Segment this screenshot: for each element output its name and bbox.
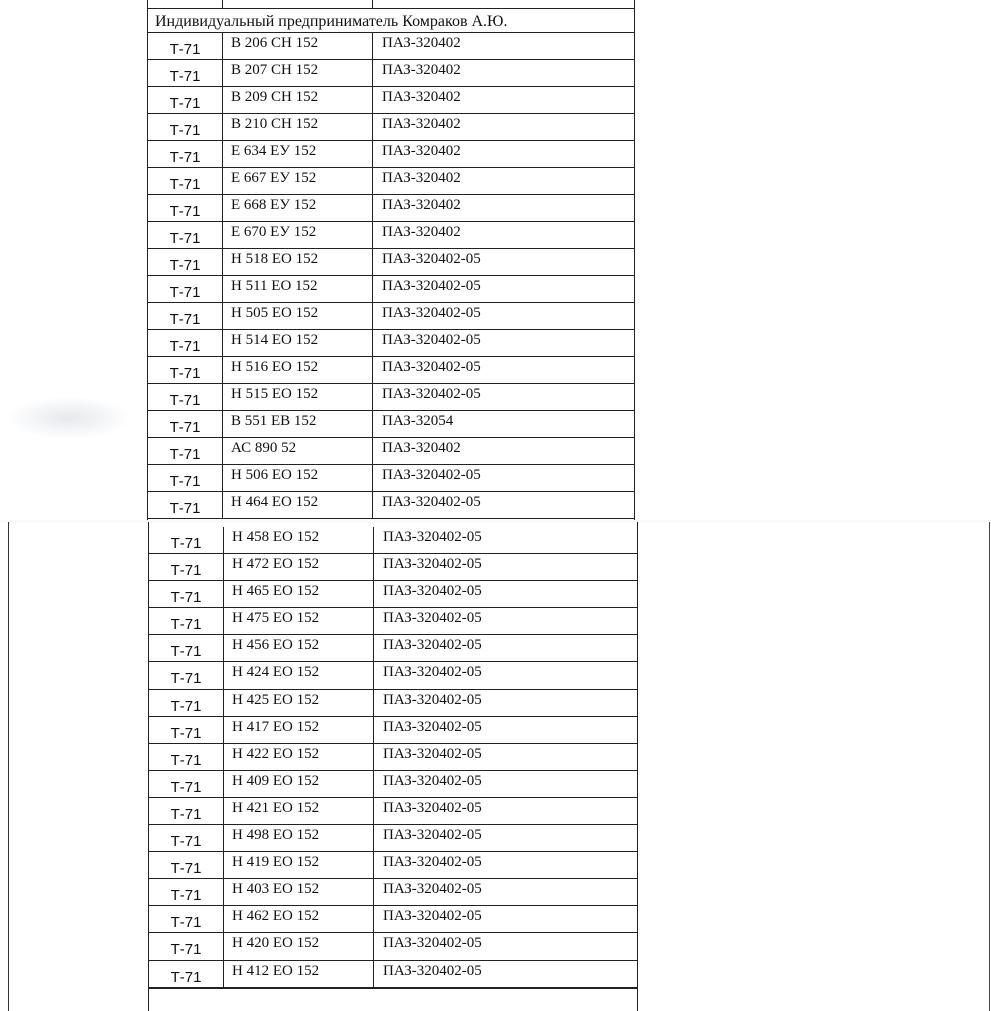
bus-model-cell: ПАЗ-320402-05 bbox=[383, 827, 482, 844]
route-code-cell: Т-71 bbox=[149, 690, 224, 716]
bus-model-cell: ПАЗ-320402 bbox=[382, 35, 461, 51]
bus-model-cell: ПАЗ-320402-05 bbox=[383, 691, 482, 708]
bus-model-cell: ПАЗ-320402-05 bbox=[382, 305, 481, 321]
route-code-cell: Т-71 bbox=[148, 330, 223, 356]
bus-model-cell: ПАЗ-320402 bbox=[382, 170, 461, 186]
bus-model-cell: ПАЗ-320402-05 bbox=[383, 772, 482, 789]
table-row bbox=[149, 554, 637, 581]
column-divider-stub bbox=[372, 0, 373, 8]
table-row bbox=[149, 717, 637, 744]
route-code-cell: Т-71 bbox=[149, 771, 224, 797]
route-code-cell: Т-71 bbox=[149, 717, 224, 743]
bus-model-cell: ПАЗ-320402 bbox=[382, 224, 461, 240]
table-row bbox=[149, 690, 637, 717]
bus-model-cell: ПАЗ-320402-05 bbox=[383, 908, 482, 925]
route-code-cell: Т-71 bbox=[149, 527, 224, 553]
route-code-cell: Т-71 bbox=[148, 411, 223, 437]
plate-number-cell: Е 634 ЕУ 152 bbox=[223, 141, 373, 167]
table-rows-bottom bbox=[149, 522, 637, 988]
table-bottom-stub bbox=[149, 988, 637, 1008]
table-section-bottom bbox=[148, 522, 638, 1011]
route-code-cell: Т-71 bbox=[149, 635, 224, 661]
plate-number-cell: Н 514 ЕО 152 bbox=[223, 330, 373, 356]
bus-model-cell: ПАЗ-320402 bbox=[382, 62, 461, 78]
bus-model-cell: ПАЗ-320402-05 bbox=[383, 529, 482, 545]
table-row bbox=[149, 933, 637, 960]
plate-number-cell: Н 412 ЕО 152 bbox=[224, 961, 374, 987]
plate-number-cell: Н 422 ЕО 152 bbox=[224, 744, 374, 770]
table-row bbox=[149, 852, 637, 879]
table-row bbox=[148, 492, 634, 519]
route-code-cell: Т-71 bbox=[149, 581, 224, 607]
plate-number-cell: В 206 СН 152 bbox=[223, 33, 373, 59]
plate-number-cell: Н 458 ЕО 152 bbox=[224, 527, 374, 553]
route-code-cell: Т-71 bbox=[149, 798, 224, 824]
route-code-cell: Т-71 bbox=[149, 662, 224, 688]
bus-model-cell: ПАЗ-320402-05 bbox=[382, 359, 481, 375]
bus-model-cell: ПАЗ-320402-05 bbox=[383, 718, 482, 735]
bus-model-cell: ПАЗ-320402 bbox=[382, 89, 461, 105]
owner-header: Индивидуальный предприниматель Комраков А.Ю. bbox=[148, 8, 634, 33]
route-code-cell: Т-71 bbox=[149, 906, 224, 932]
bus-model-cell: ПАЗ-320402-05 bbox=[382, 494, 481, 510]
table-row bbox=[148, 357, 634, 384]
bus-model-cell: ПАЗ-320402-05 bbox=[382, 278, 481, 294]
bus-model-cell: ПАЗ-320402 bbox=[382, 143, 461, 159]
page-edge-right bbox=[989, 522, 990, 1011]
table-row bbox=[149, 961, 637, 988]
plate-number-cell: Н 516 ЕО 152 bbox=[223, 357, 373, 383]
bus-model-cell: ПАЗ-320402-05 bbox=[383, 881, 482, 898]
table-row bbox=[149, 662, 637, 689]
table-row bbox=[149, 825, 637, 852]
table-row bbox=[148, 465, 634, 492]
route-code-cell: Т-71 bbox=[148, 60, 223, 86]
plate-number-cell: Н 475 ЕО 152 bbox=[224, 608, 374, 634]
route-code-cell: Т-71 bbox=[149, 554, 224, 580]
route-code-cell: Т-71 bbox=[148, 249, 223, 275]
bus-model-cell: ПАЗ-320402-05 bbox=[382, 386, 481, 402]
route-code-cell: Т-71 bbox=[149, 825, 224, 851]
plate-number-cell: Н 409 ЕО 152 bbox=[224, 771, 374, 797]
plate-number-cell: Н 506 ЕО 152 bbox=[223, 465, 373, 491]
plate-number-cell: Н 421 ЕО 152 bbox=[224, 798, 374, 824]
table-row bbox=[148, 114, 634, 141]
plate-number-cell: Н 425 ЕО 152 bbox=[224, 690, 374, 716]
column-divider-stub bbox=[222, 0, 223, 8]
route-code-cell: Т-71 bbox=[148, 384, 223, 410]
bus-model-cell: ПАЗ-320402-05 bbox=[382, 332, 481, 348]
bus-model-cell: ПАЗ-32054 bbox=[382, 413, 454, 429]
table-row bbox=[149, 798, 637, 825]
plate-number-cell: В 210 СН 152 bbox=[223, 114, 373, 140]
bus-model-cell: ПАЗ-320402-05 bbox=[383, 610, 482, 627]
plate-number-cell: Н 462 ЕО 152 bbox=[224, 906, 374, 932]
plate-number-cell: Н 419 ЕО 152 bbox=[224, 852, 374, 878]
plate-number-cell: Е 667 ЕУ 152 bbox=[223, 168, 373, 194]
route-code-cell: Т-71 bbox=[149, 608, 224, 634]
bus-model-cell: ПАЗ-320402-05 bbox=[383, 854, 482, 871]
plate-number-cell: Н 518 ЕО 152 bbox=[223, 249, 373, 275]
route-code-cell: Т-71 bbox=[149, 744, 224, 770]
bus-model-cell: ПАЗ-320402-05 bbox=[383, 556, 482, 573]
table-row bbox=[148, 411, 634, 438]
table-section-top bbox=[147, 0, 635, 520]
bus-model-cell: ПАЗ-320402-05 bbox=[383, 935, 482, 952]
route-code-cell: Т-71 bbox=[148, 276, 223, 302]
table-row bbox=[148, 222, 634, 249]
bus-model-cell: ПАЗ-320402-05 bbox=[383, 962, 482, 979]
table-rows-top bbox=[148, 33, 634, 519]
table-row bbox=[149, 527, 637, 554]
plate-number-cell: Н 498 ЕО 152 bbox=[224, 825, 374, 851]
plate-number-cell: Н 511 ЕО 152 bbox=[223, 276, 373, 302]
bus-model-cell: ПАЗ-320402-05 bbox=[383, 745, 482, 762]
route-code-cell: Т-71 bbox=[149, 852, 224, 878]
bus-model-cell: ПАЗ-320402-05 bbox=[383, 637, 482, 654]
plate-number-cell: Н 515 ЕО 152 bbox=[223, 384, 373, 410]
plate-number-cell: Н 403 ЕО 152 bbox=[224, 879, 374, 905]
plate-number-cell: Е 668 ЕУ 152 bbox=[223, 195, 373, 221]
route-code-cell: Т-71 bbox=[148, 168, 223, 194]
plate-number-cell: В 207 СН 152 bbox=[223, 60, 373, 86]
plate-number-cell: Н 465 ЕО 152 bbox=[224, 581, 374, 607]
scan-smudge bbox=[10, 398, 128, 438]
route-code-cell: Т-71 bbox=[148, 303, 223, 329]
bus-model-cell: ПАЗ-320402 bbox=[382, 197, 461, 213]
route-code-cell: Т-71 bbox=[148, 141, 223, 167]
table-row bbox=[148, 168, 634, 195]
route-code-cell: Т-71 bbox=[148, 87, 223, 113]
bus-model-cell: ПАЗ-320402-05 bbox=[383, 664, 482, 681]
bus-model-cell: ПАЗ-320402-05 bbox=[383, 799, 482, 816]
plate-number-cell: Н 424 ЕО 152 bbox=[224, 662, 374, 688]
table-row bbox=[149, 744, 637, 771]
route-code-cell: Т-71 bbox=[148, 438, 223, 464]
bus-model-cell: ПАЗ-320402-05 bbox=[383, 583, 482, 600]
table-row bbox=[149, 608, 637, 635]
plate-number-cell: В 551 ЕВ 152 bbox=[223, 411, 373, 437]
route-code-cell: Т-71 bbox=[149, 879, 224, 905]
route-code-cell: Т-71 bbox=[148, 195, 223, 221]
table-top-stub bbox=[148, 0, 634, 8]
route-code-cell: Т-71 bbox=[148, 33, 223, 59]
bus-model-cell: ПАЗ-320402-05 bbox=[382, 467, 481, 483]
table-row bbox=[149, 635, 637, 662]
table-row bbox=[149, 879, 637, 906]
plate-number-cell: В 209 СН 152 bbox=[223, 87, 373, 113]
plate-number-cell: Н 464 ЕО 152 bbox=[223, 492, 373, 518]
plate-number-cell: Н 472 ЕО 152 bbox=[224, 554, 374, 580]
bus-model-cell: ПАЗ-320402 bbox=[382, 440, 461, 456]
route-code-cell: Т-71 bbox=[148, 492, 223, 518]
table-row bbox=[148, 438, 634, 465]
table-row bbox=[149, 906, 637, 933]
route-code-cell: Т-71 bbox=[149, 933, 224, 959]
route-code-cell: Т-71 bbox=[148, 222, 223, 248]
table-row bbox=[148, 195, 634, 222]
table-row bbox=[148, 303, 634, 330]
plate-number-cell: Н 505 ЕО 152 bbox=[223, 303, 373, 329]
route-code-cell: Т-71 bbox=[148, 465, 223, 491]
table-row bbox=[149, 581, 637, 608]
table-row bbox=[149, 771, 637, 798]
table-row bbox=[148, 60, 634, 87]
table-row bbox=[148, 249, 634, 276]
bus-model-cell: ПАЗ-320402 bbox=[382, 116, 461, 132]
plate-number-cell: Н 417 ЕО 152 bbox=[224, 717, 374, 743]
plate-number-cell: Н 456 ЕО 152 bbox=[224, 635, 374, 661]
plate-number-cell: Н 420 ЕО 152 bbox=[224, 933, 374, 959]
table-row bbox=[148, 33, 634, 60]
table-row bbox=[148, 87, 634, 114]
page-edge-left bbox=[8, 522, 9, 1011]
route-code-cell: Т-71 bbox=[148, 114, 223, 140]
plate-number-cell: АС 890 52 bbox=[223, 438, 373, 464]
table-row bbox=[148, 141, 634, 168]
table-row bbox=[148, 330, 634, 357]
table-row bbox=[148, 276, 634, 303]
route-code-cell: Т-71 bbox=[149, 961, 224, 987]
bus-model-cell: ПАЗ-320402-05 bbox=[382, 251, 481, 267]
route-code-cell: Т-71 bbox=[148, 357, 223, 383]
plate-number-cell: Е 670 ЕУ 152 bbox=[223, 222, 373, 248]
table-row bbox=[148, 384, 634, 411]
